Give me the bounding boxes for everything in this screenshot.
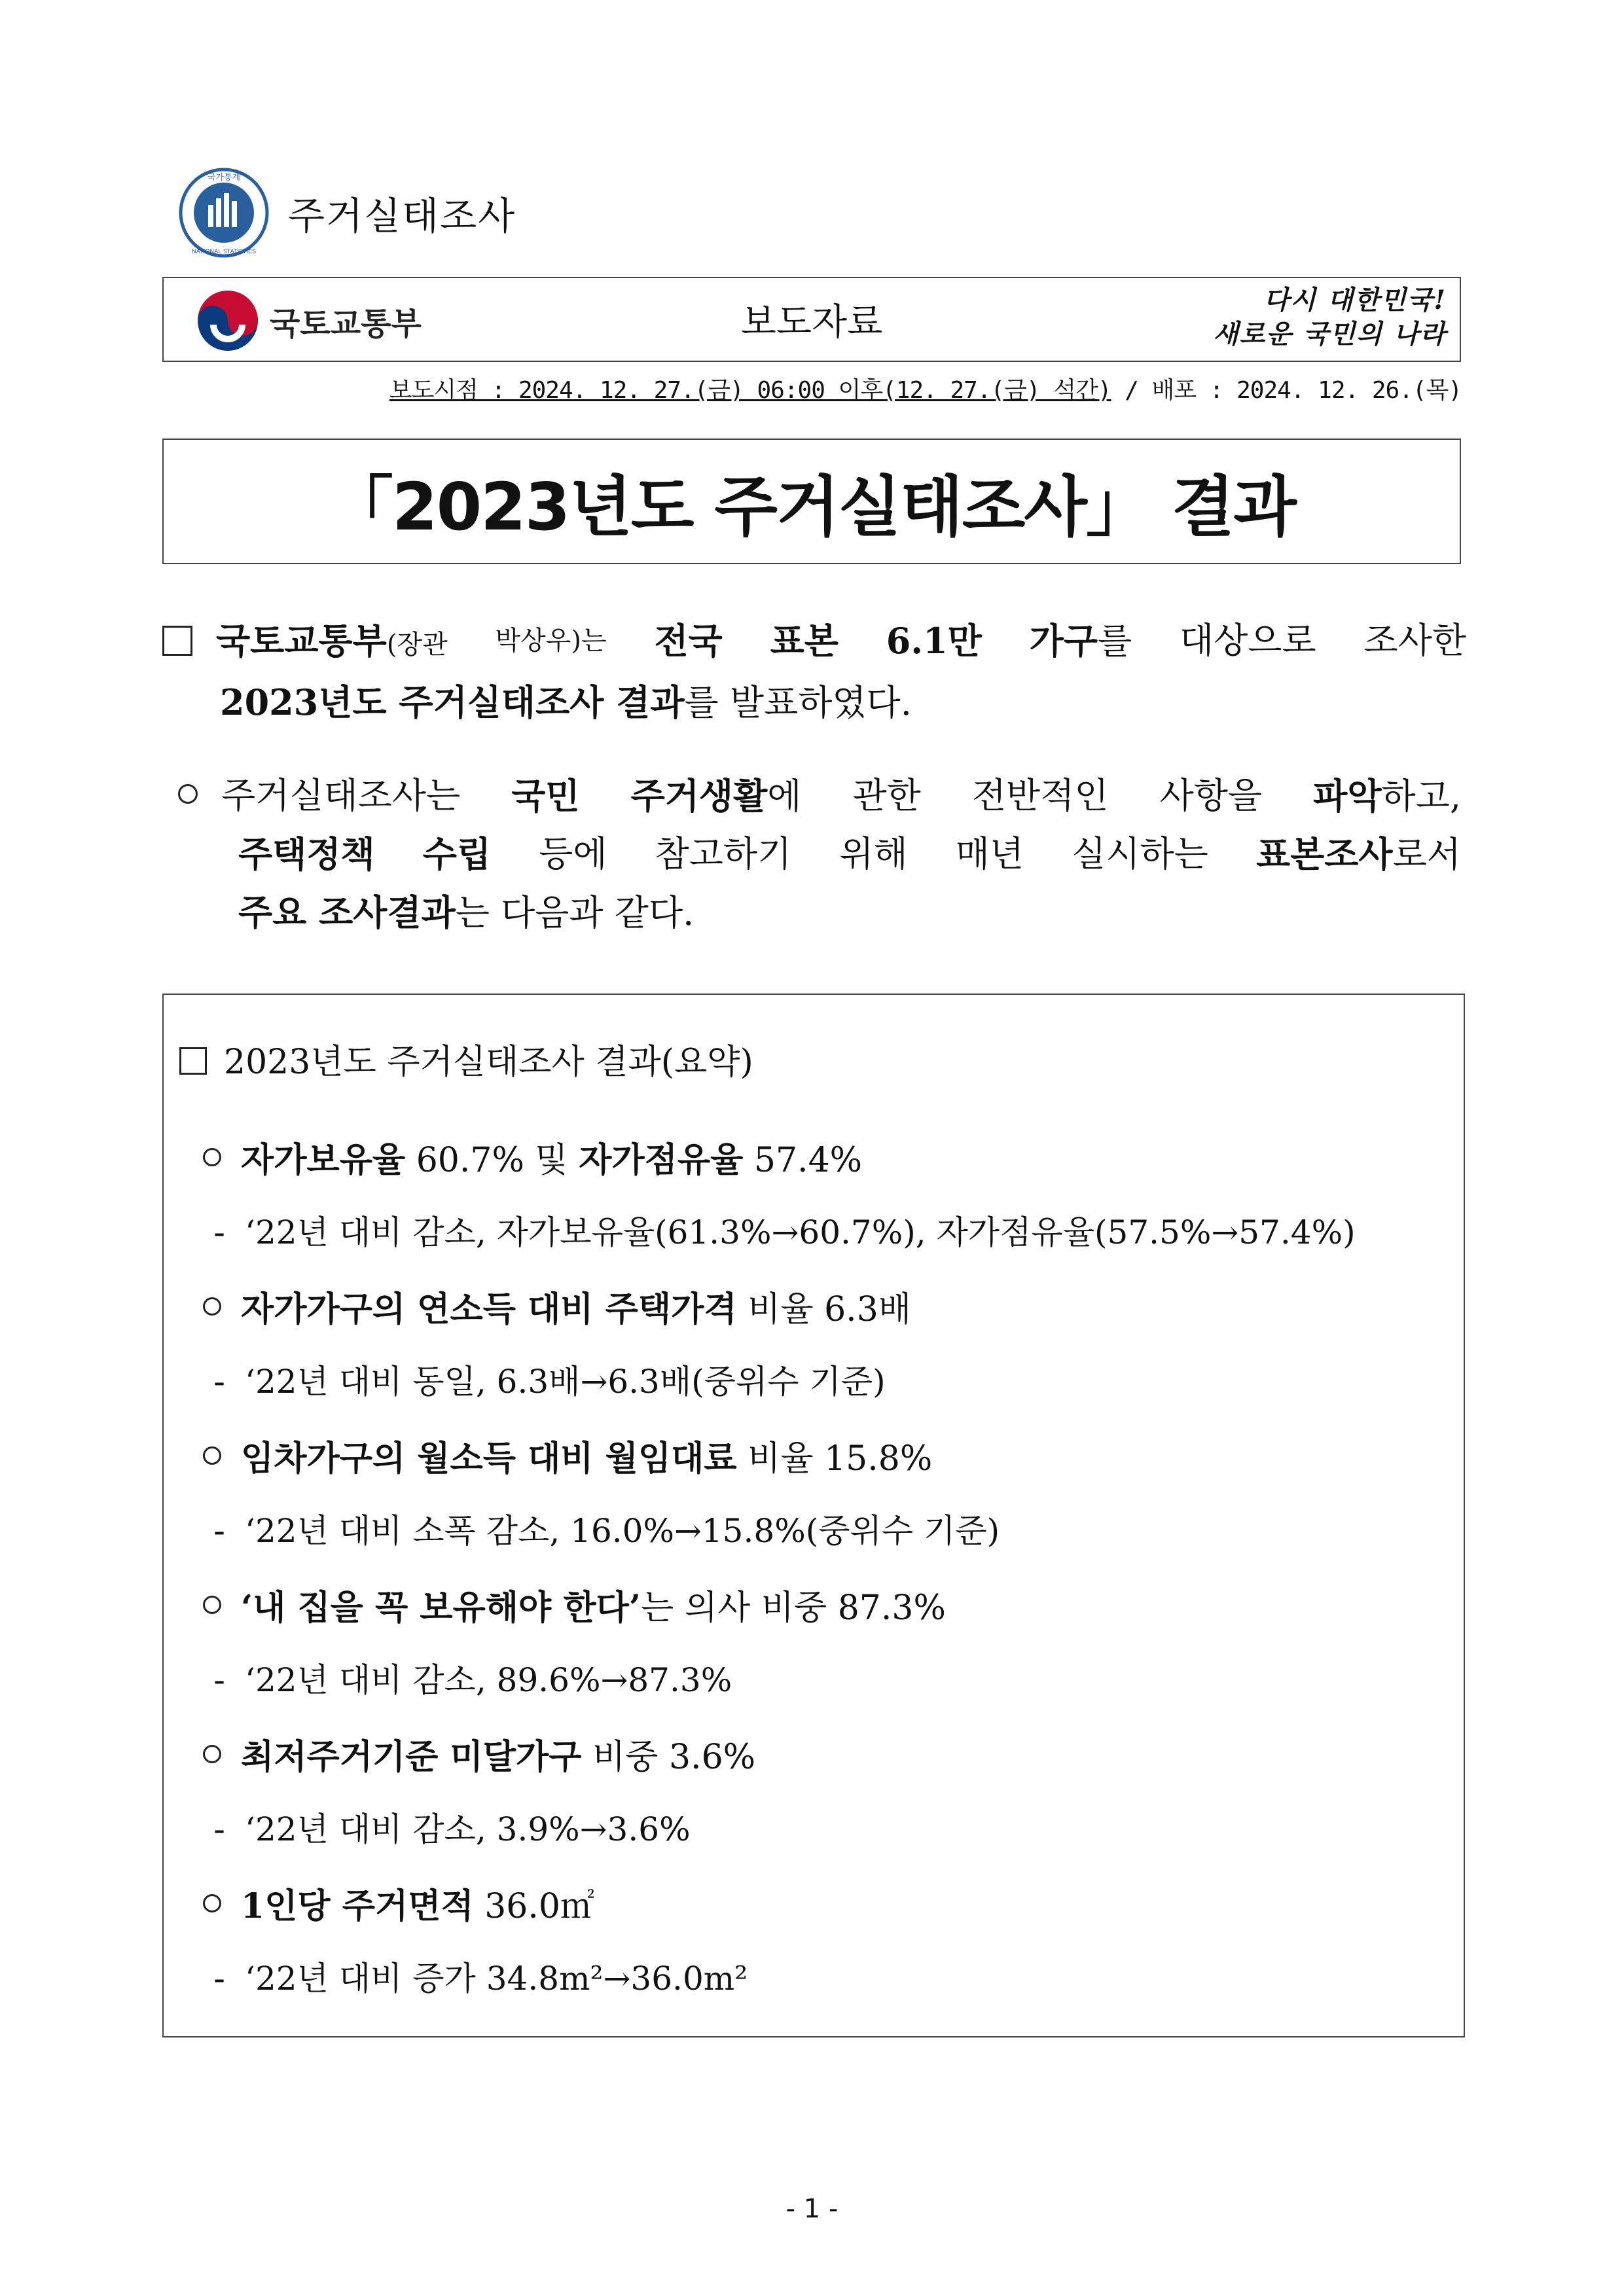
overview-word: 수립 (422, 833, 492, 875)
intro-word: 표본 (770, 620, 839, 662)
intro-word: 를 (1097, 620, 1132, 662)
item-title-bold: 최저주거기준 미달가구 (241, 1737, 582, 1777)
intro-word: 전국 (654, 620, 723, 662)
summary-detail: - ‘22년 대비 감소, 89.6%→87.3% (213, 1661, 732, 1699)
detail-text: ‘22년 대비 감소, 89.6%→87.3% (245, 1661, 732, 1699)
overview-line-1 (178, 767, 1461, 825)
overview-word: 주거생활 (630, 775, 768, 817)
summary-item (203, 1878, 594, 1928)
intro-word: (장관 (386, 630, 448, 660)
summary-detail: - ‘22년 대비 감소, 3.9%→3.6% (213, 1810, 691, 1848)
intro-word: 박상우)는 (495, 626, 607, 656)
overview-word: 주거실태조사는 (221, 775, 461, 816)
overview-word: 국민 (511, 775, 580, 817)
item-title-text: 는 의사 비중 87.3% (640, 1588, 946, 1628)
intro-word: 대상으로 (1179, 620, 1316, 661)
overview-paragraph (178, 767, 1461, 942)
title-box (162, 439, 1461, 564)
detail-text: ‘22년 대비 동일, 6.3배→6.3배(중위수 기준) (245, 1363, 886, 1401)
overview-word: 참고하기 (655, 833, 792, 874)
overview-word: 실시하는 (1072, 833, 1208, 874)
page-number: - 1 - (785, 2194, 839, 2224)
circle-bullet-icon (203, 1596, 221, 1614)
summary-item (203, 1431, 932, 1480)
item-title-bold: 자가가구의 연소득 대비 주택가격 (241, 1289, 737, 1329)
circle-bullet-icon (203, 1745, 221, 1763)
overview-word: 파악 (1313, 775, 1382, 817)
item-title-text: 36.0㎡ (473, 1887, 594, 1926)
slogan-line-2: 새로운 국민의 나라 (1213, 319, 1447, 350)
circle-bullet-icon (203, 1894, 221, 1912)
survey-header (178, 164, 516, 262)
overview-line-3 (178, 884, 1461, 942)
checkbox-bullet-icon (179, 1047, 207, 1075)
intro-word: 가구 (1029, 620, 1098, 662)
doc-type: 보도자료 (740, 301, 883, 344)
summary-detail: - ‘22년 대비 감소, 자가보유율(61.3%→60.7%), 자가점유율(57.5%→57.4%) (213, 1213, 1356, 1251)
overview-word: 위해 (839, 833, 908, 874)
checkbox-bullet-icon (162, 626, 192, 656)
summary-item (203, 1132, 862, 1181)
summary-item (203, 1580, 946, 1629)
emblem-ring-text: NATIONAL STATISTICS (191, 249, 257, 255)
item-title-text: 비중 3.6% (581, 1738, 756, 1777)
intro-word: 조사한 (1363, 620, 1466, 661)
emblem-top-text: 국가통계 (207, 173, 241, 183)
overview-text: 는 다음과 같다. (455, 892, 695, 933)
item-title-text: 비율 15.8% (736, 1439, 933, 1479)
item-title-text: 57.4% (743, 1141, 863, 1180)
circle-bullet-icon (203, 1297, 221, 1316)
survey-label: 주거실태조사 (288, 194, 516, 238)
overview-word: 매년 (955, 833, 1024, 874)
item-title-bold: ‘내 집을 꼭 보유해야 한다’ (241, 1588, 641, 1628)
ministry-banner (162, 277, 1461, 362)
item-title-text: 비율 6.3배 (736, 1290, 912, 1329)
distribution-date: / 배포 : 2024. 12. 26.(목) (1111, 377, 1462, 404)
item-title-bold: 임차가구의 월소득 대비 월임대료 (241, 1439, 737, 1479)
overview-word: 주택정책 (238, 833, 375, 875)
summary-detail: - ‘22년 대비 증가 34.8m²→36.0m² (213, 1960, 748, 1998)
overview-word: 에 (767, 776, 802, 817)
intro-paragraph (157, 612, 1466, 732)
overview-word: 관한 (852, 775, 921, 816)
detail-text: ‘22년 대비 소폭 감소, 16.0%→15.8%(중위수 기준) (245, 1512, 1000, 1550)
overview-word: 하고, (1381, 776, 1461, 817)
summary-heading (179, 1034, 753, 1083)
circle-bullet-icon (178, 784, 198, 804)
ministry-name: 국토교통부 (270, 305, 422, 342)
intro-text: 를 발표하였다. (684, 682, 912, 723)
item-title-bold: 1인당 주거면적 (241, 1886, 474, 1926)
detail-text: ‘22년 대비 증가 34.8m²→36.0m² (245, 1960, 748, 1998)
intro-line-1 (157, 612, 1466, 673)
item-title-bold: 자가점유율 (579, 1140, 744, 1180)
overview-word: 로서 (1392, 834, 1461, 875)
circle-bullet-icon (203, 1148, 221, 1166)
overview-word: 등에 (539, 833, 607, 874)
slogan (1159, 283, 1447, 351)
summary-detail: - ‘22년 대비 소폭 감소, 16.0%→15.8%(중위수 기준) (213, 1512, 1000, 1550)
release-time: 보도시점 : 2024. 12. 27.(금) 06:00 이후(12. 27.(금) 석간) (389, 377, 1111, 404)
detail-text: ‘22년 대비 감소, 3.9%→3.6% (245, 1810, 691, 1848)
summary-box (162, 994, 1465, 2037)
intro-line-2 (157, 673, 1466, 732)
overview-line-2 (178, 825, 1461, 884)
summary-detail: - ‘22년 대비 동일, 6.3배→6.3배(중위수 기준) (213, 1363, 886, 1401)
intro-word: 국토교통부 (216, 620, 387, 662)
item-title-bold: 자가보유율 (241, 1140, 406, 1180)
circle-bullet-icon (203, 1446, 221, 1465)
detail-text: ‘22년 대비 감소, 자가보유율(61.3%→60.7%), 자가점유율(57.5%→57.4%) (245, 1213, 1356, 1251)
overview-word: 표본조사 (1255, 833, 1393, 875)
page-title: 「2023년도 주거실태조사」 결과 (328, 469, 1295, 545)
overview-emphasis: 주요 조사결과 (238, 891, 456, 933)
slogan-line-1: 다시 대한민국! (1263, 285, 1447, 315)
summary-item (203, 1282, 911, 1331)
item-title-text: 60.7% 및 (405, 1141, 579, 1180)
intro-word: 6.1만 (886, 620, 982, 662)
summary-heading-text: 2023년도 주거실태조사 결과(요약) (224, 1043, 753, 1082)
overview-word: 전반적인 (971, 775, 1109, 816)
statistics-emblem-icon (178, 167, 270, 259)
intro-emphasis: 2023년도 주거실태조사 결과 (220, 681, 685, 723)
overview-word: 사항을 (1159, 775, 1263, 816)
release-info (389, 372, 1462, 405)
summary-item (203, 1729, 755, 1778)
